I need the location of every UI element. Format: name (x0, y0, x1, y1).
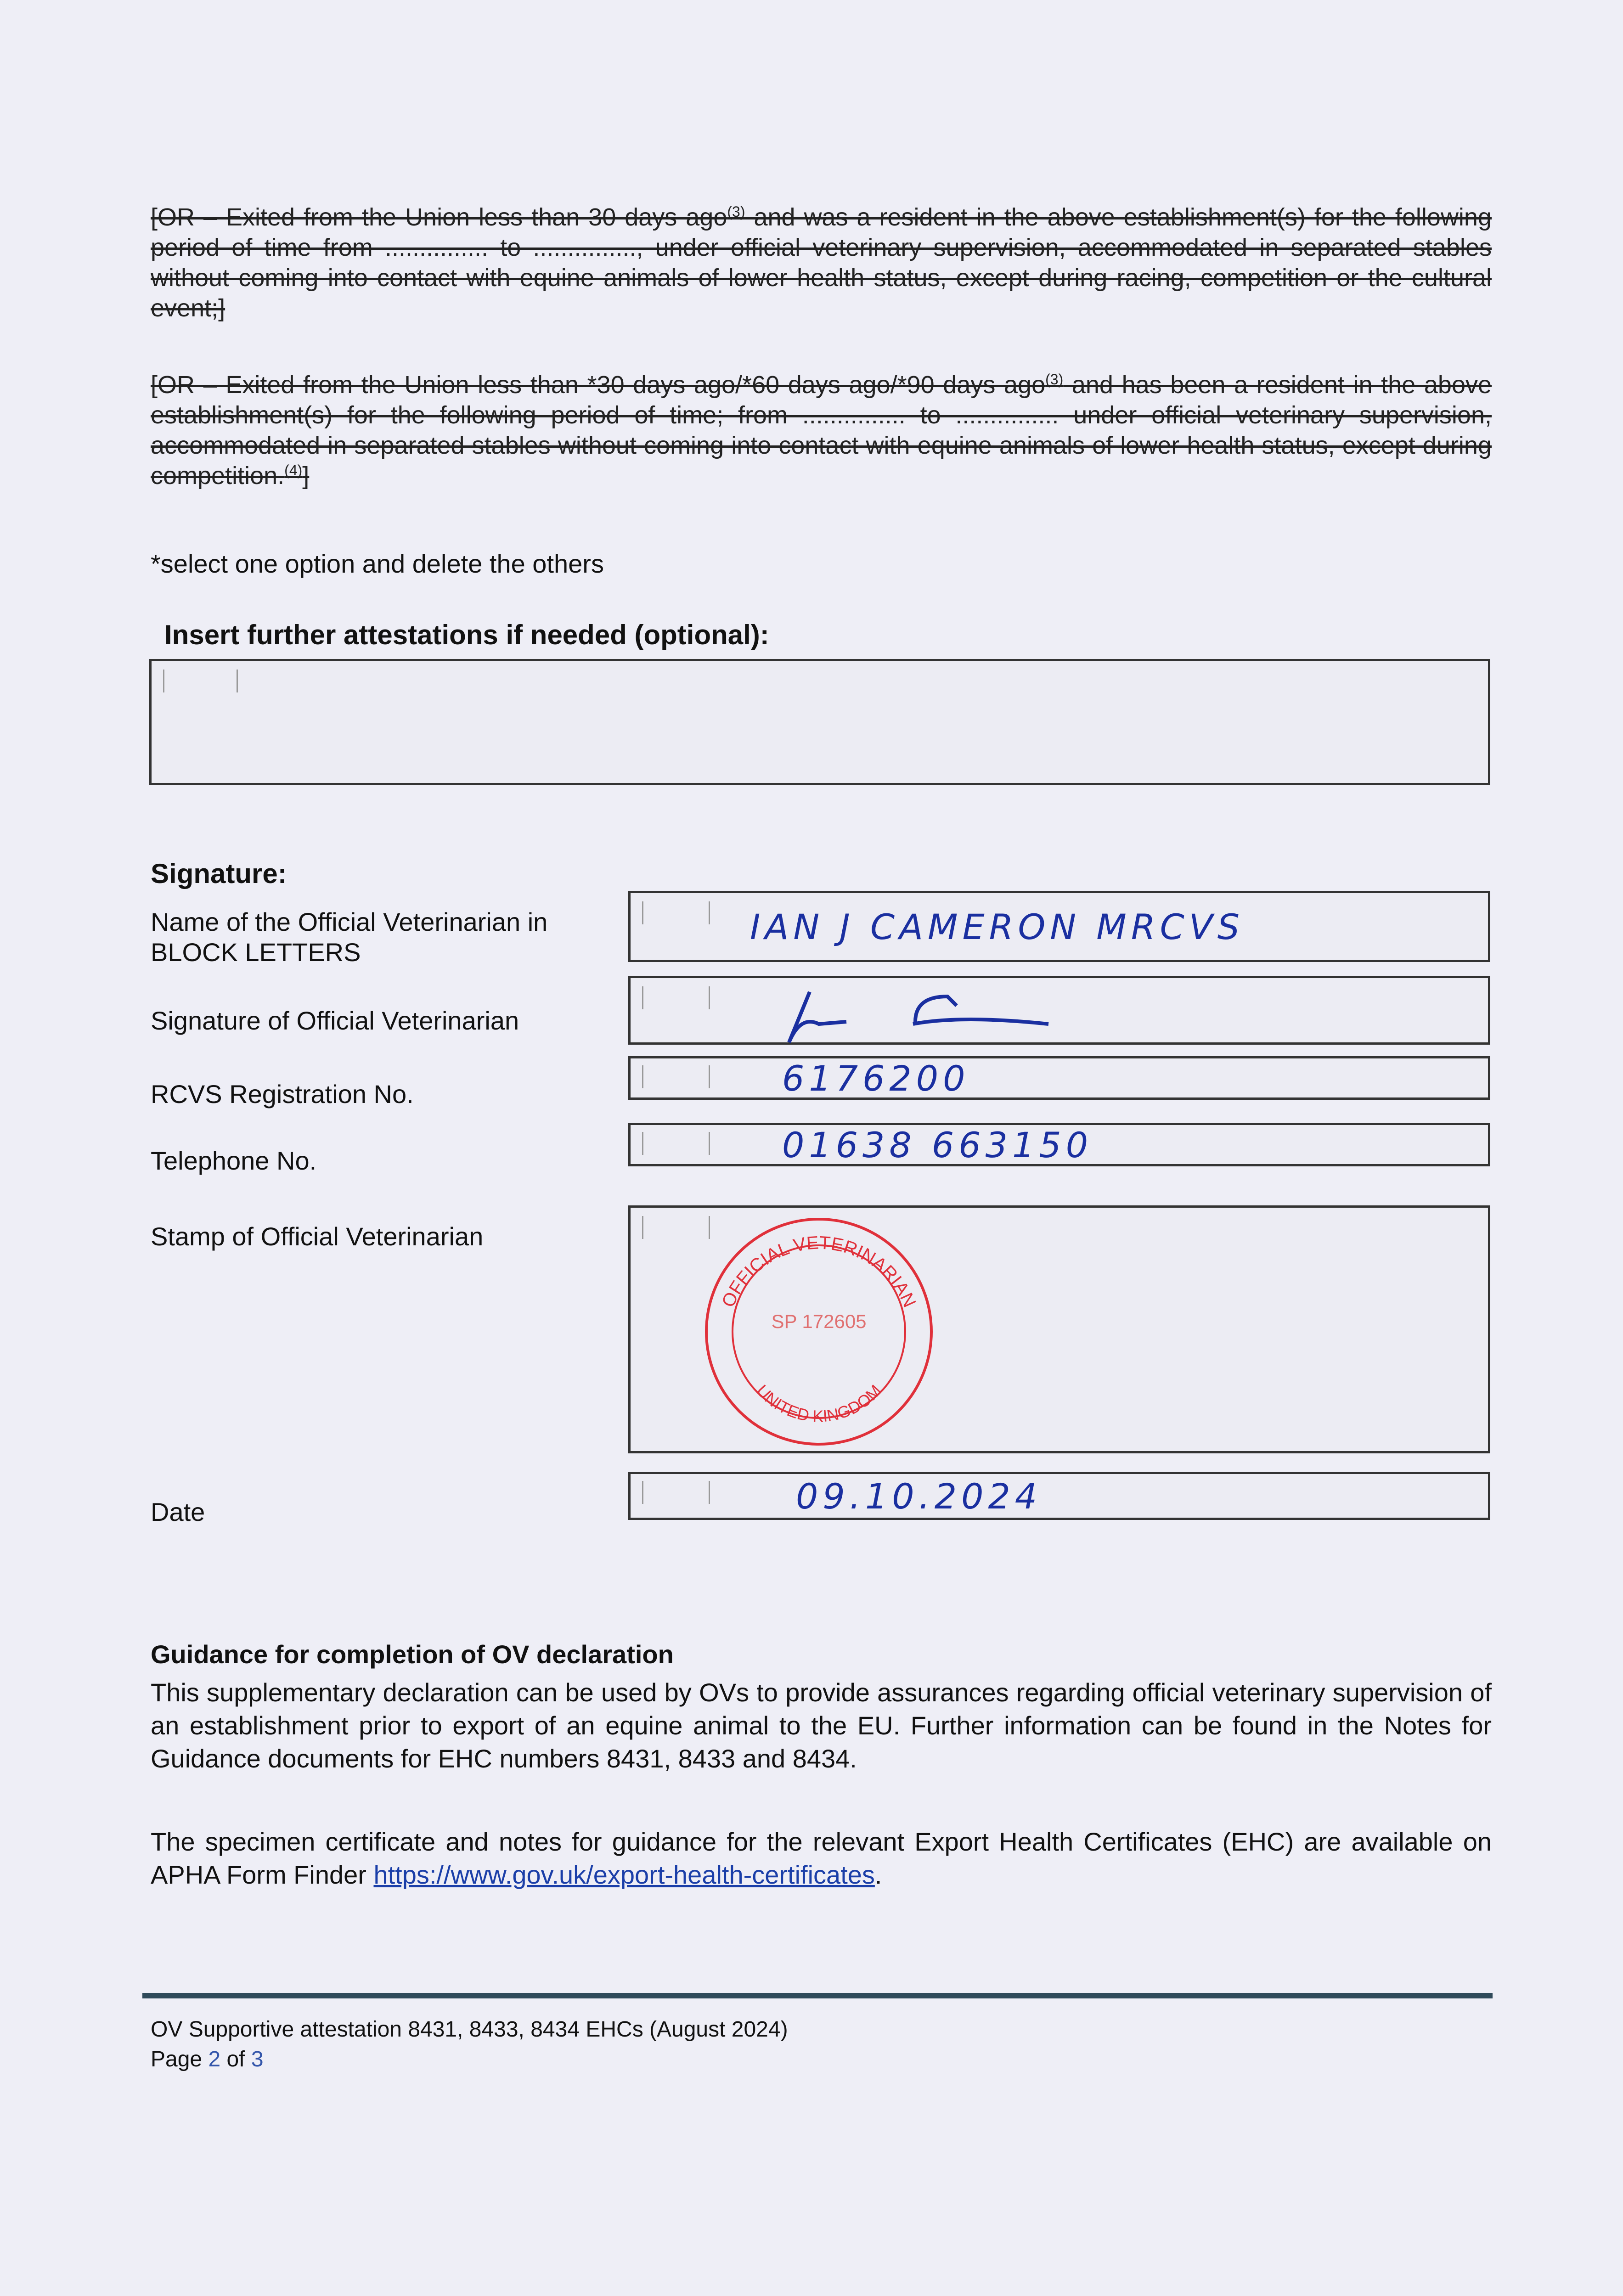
footer-title: OV Supportive attestation 8431, 8433, 8434 EHCs (August 2024) (151, 2017, 788, 2042)
stamp-number: SP 172605 (771, 1311, 867, 1332)
footer-divider (142, 1993, 1493, 1998)
stamp-top-text: OFFICIAL VETERINARIAN (718, 1232, 920, 1311)
telephone-field[interactable]: 01638 663150 (628, 1123, 1490, 1166)
official-stamp (695, 1208, 943, 1456)
guidance-paragraph-1: This supplementary declaration can be used by OVs to provide assurances regarding official veterinary supervision of an establishment prior to export of an equine animal to the EU. Further information can be found in the Notes for Guidance documents for EHC numbers 8431, 8433 and 8434. (151, 1678, 1492, 1773)
telephone-label: Telephone No. (151, 1146, 317, 1175)
signature-field[interactable] (628, 976, 1490, 1045)
guidance-paragraph-2: The specimen certificate and notes for guidance for the relevant Export Health Certificates (EHC) are available on APHA Form Finder https://www.gov.uk/export-health-certificates. (151, 1827, 1492, 1889)
stamp-bottom-text: UNITED KINGDOM (753, 1381, 885, 1426)
date-field[interactable]: 09.10.2024 (628, 1472, 1490, 1520)
name-label: Name of the Official Veterinarian in BLOCK LETTERS (151, 907, 548, 967)
rcvs-label: RCVS Registration No. (151, 1080, 414, 1109)
struck-option-2: [OR – Exited from the Union less than *30 days ago/*60 days ago/*90 days ago$^{(3)}$ and has been a resident in the above establishment(s) for the following period of time; from ............... to ............... under official veterinary supervision, accommodated in separated stables without coming into contact with equine animals of lower health status, except during competition.$^{(4)}$] (151, 371, 1492, 490)
struck-option-1: [OR – Exited from the Union less than 30 days ago$^{(3)}$ and was a resident in the above establishment(s) for the following period of time from ............... to ..............., under official veterinary supervision, accommodated in separated stables without coming into contact with equine animals of lower health status, except during racing, competition or the cultural event;] (151, 203, 1492, 322)
further-attestations-field[interactable] (149, 659, 1490, 785)
date-label: Date (151, 1497, 205, 1526)
guidance-heading: Guidance for completion of OV declaration (151, 1640, 674, 1669)
stamp-label: Stamp of Official Veterinarian (151, 1222, 484, 1251)
select-note: *select one option and delete the others (151, 549, 604, 578)
stamp-field (628, 1205, 1490, 1453)
signature-label: Signature of Official Veterinarian (151, 1006, 519, 1035)
export-health-certificates-link[interactable]: https://www.gov.uk/export-health-certificates (373, 1860, 875, 1889)
page-number: Page 2 of 3 (151, 2047, 264, 2071)
signature-heading: Signature: (151, 858, 287, 889)
handwritten-signature (768, 978, 1182, 1047)
rcvs-field[interactable]: 6176200 (628, 1056, 1490, 1100)
further-attestations-heading: Insert further attestations if needed (optional): (164, 619, 769, 650)
name-field[interactable]: IAN J CAMERON MRCVS (628, 891, 1490, 962)
